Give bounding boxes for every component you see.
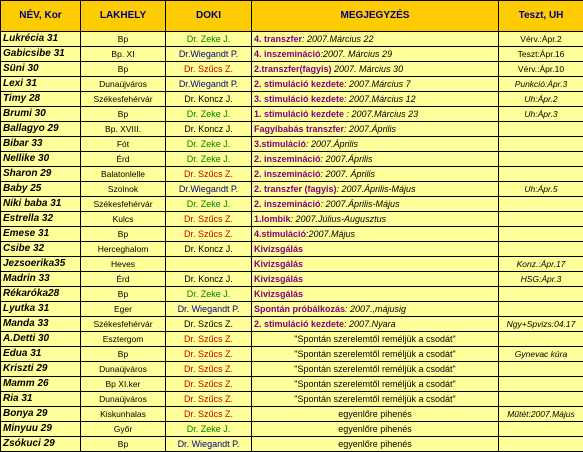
- note-text: egyenlőre pihenés: [338, 439, 412, 449]
- cell-place: Székesfehérvár: [81, 317, 166, 332]
- cell-note: [252, 407, 499, 422]
- cell-name: Jezsoerika35: [1, 257, 81, 272]
- cell-test: [499, 437, 583, 452]
- cell-note: [252, 422, 499, 437]
- cell-note: [252, 77, 499, 92]
- table-row: [1, 152, 583, 167]
- cell-test: HSG:Ápr.3: [499, 272, 583, 287]
- note-keyword: 2. inszemináció: [254, 199, 321, 209]
- cell-doctor: Dr. Szűcs Z.: [166, 227, 252, 242]
- cell-doctor: Dr. Wiegandt P.: [166, 302, 252, 317]
- cell-doctor: Dr. Koncz J.: [166, 242, 252, 257]
- cell-test: [499, 197, 583, 212]
- note-text: egyenlőre pihenés: [338, 424, 412, 434]
- table-row: [1, 32, 583, 47]
- cell-doctor: Dr. Szűcs Z.: [166, 377, 252, 392]
- table-row: [1, 287, 583, 302]
- cell-place: Eger: [81, 302, 166, 317]
- cell-name: Baby 25: [1, 182, 81, 197]
- cell-place: Esztergom: [81, 332, 166, 347]
- cell-name: Ria 31: [1, 392, 81, 407]
- note-keyword: Kivizsgálás: [254, 259, 303, 269]
- cell-note: [252, 332, 499, 347]
- cell-place: Kulcs: [81, 212, 166, 227]
- cell-place: Székesfehérvár: [81, 197, 166, 212]
- note-text: : 2007.Március 12: [344, 94, 416, 104]
- cell-note: [252, 137, 499, 152]
- note-text: : 2007.Április: [321, 154, 373, 164]
- cell-place: Bp: [81, 437, 166, 452]
- table-row: [1, 422, 583, 437]
- cell-test: Műtét:2007.Május: [499, 407, 583, 422]
- note-text: : 2007.Július-Augusztus: [291, 214, 387, 224]
- header-note: MEGJEGYZÉS: [252, 1, 499, 32]
- cell-place: Dunaújváros: [81, 362, 166, 377]
- cell-name: Kriszti 29: [1, 362, 81, 377]
- note-keyword: 1.lombik: [254, 214, 291, 224]
- cell-test: [499, 227, 583, 242]
- cell-place: Székesfehérvár: [81, 92, 166, 107]
- cell-name: A.Detti 30: [1, 332, 81, 347]
- cell-doctor: Dr. Koncz J.: [166, 122, 252, 137]
- table-row: [1, 167, 583, 182]
- table-row: [1, 302, 583, 317]
- cell-place: Érd: [81, 152, 166, 167]
- cell-note: [252, 272, 499, 287]
- note-text: 2007. Március 30: [332, 64, 404, 74]
- cell-note: [252, 197, 499, 212]
- cell-doctor: Dr. Szűcs Z.: [166, 212, 252, 227]
- note-text: : 2007.,májusig: [345, 304, 406, 314]
- cell-test: Uh:Ápr.3: [499, 107, 583, 122]
- cell-doctor: Dr. Szűcs Z.: [166, 332, 252, 347]
- cell-test: [499, 287, 583, 302]
- cell-name: Niki baba 31: [1, 197, 81, 212]
- cell-place: Érd: [81, 272, 166, 287]
- cell-doctor: Dr. Szűcs Z.: [166, 362, 252, 377]
- cell-name: Brumi 30: [1, 107, 81, 122]
- cell-place: Dunaújváros: [81, 77, 166, 92]
- table-row: [1, 137, 583, 152]
- cell-doctor: Dr. Koncz J.: [166, 92, 252, 107]
- cell-note: [252, 347, 499, 362]
- cell-test: [499, 362, 583, 377]
- cell-test: [499, 137, 583, 152]
- note-text: egyenlőre pihenés: [338, 409, 412, 419]
- note-text: : 2007. Április: [321, 169, 376, 179]
- cell-doctor: Dr. Szűcs Z.: [166, 347, 252, 362]
- note-keyword: 2. inszemináció: [254, 169, 321, 179]
- table-row: [1, 347, 583, 362]
- cell-test: Uh:Ápr.5: [499, 182, 583, 197]
- cell-note: [252, 317, 499, 332]
- cell-doctor: Dr. Zeke J.: [166, 137, 252, 152]
- cell-test: [499, 212, 583, 227]
- table-row: [1, 272, 583, 287]
- note-keyword: Kivizsgálás: [254, 289, 303, 299]
- note-keyword: 2. stimuláció kezdete: [254, 319, 344, 329]
- cell-place: Bp: [81, 62, 166, 77]
- note-text: "Spontán szerelemtől reméljük a csodát": [294, 394, 455, 404]
- cell-note: [252, 182, 499, 197]
- table-row: [1, 227, 583, 242]
- header-test: Teszt, UH: [499, 1, 583, 32]
- cell-name: Lukrécia 31: [1, 32, 81, 47]
- cell-note: [252, 227, 499, 242]
- cell-name: Nellike 30: [1, 152, 81, 167]
- note-text: "Spontán szerelemtől reméljük a csodát": [294, 364, 455, 374]
- cell-test: [499, 422, 583, 437]
- cell-note: [252, 287, 499, 302]
- cell-place: Bp: [81, 227, 166, 242]
- note-keyword: Kivizsgálás: [254, 274, 303, 284]
- note-keyword: Kivizsgálás: [254, 244, 303, 254]
- cell-place: Bp. XVIII.: [81, 122, 166, 137]
- cell-note: [252, 302, 499, 317]
- cell-note: [252, 362, 499, 377]
- header-doc: DOKI: [166, 1, 252, 32]
- cell-place: Győr: [81, 422, 166, 437]
- cell-place: Heves: [81, 257, 166, 272]
- note-text: : 2007.Április: [306, 139, 358, 149]
- cell-test: Uh:Ápr.2: [499, 92, 583, 107]
- cell-place: Kiskunhalas: [81, 407, 166, 422]
- table-row: [1, 122, 583, 137]
- cell-note: [252, 242, 499, 257]
- cell-doctor: Dr. Szűcs Z.: [166, 392, 252, 407]
- table-row: [1, 77, 583, 92]
- cell-doctor: Dr. Zeke J.: [166, 152, 252, 167]
- note-text: : 2007.Nyara: [344, 319, 396, 329]
- cell-name: Bonya 29: [1, 407, 81, 422]
- cell-note: [252, 92, 499, 107]
- cell-test: [499, 122, 583, 137]
- cell-place: Dunaújváros: [81, 392, 166, 407]
- cell-doctor: Dr. Szűcs Z.: [166, 317, 252, 332]
- header-place: LAKHELY: [81, 1, 166, 32]
- note-keyword: 2.transzfer(fagyis): [254, 64, 332, 74]
- cell-name: Estrella 32: [1, 212, 81, 227]
- table-row: [1, 107, 583, 122]
- table-row: [1, 257, 583, 272]
- cell-note: [252, 32, 499, 47]
- cell-name: Rékaróka28: [1, 287, 81, 302]
- cell-doctor: [166, 257, 252, 272]
- cell-place: Bp: [81, 287, 166, 302]
- cell-test: [499, 302, 583, 317]
- cell-place: Bp: [81, 347, 166, 362]
- cell-doctor: Dr.Wiegandt P.: [166, 77, 252, 92]
- note-text: :2007. Március 29: [321, 49, 393, 59]
- cell-doctor: Dr.Wiegandt P.: [166, 47, 252, 62]
- note-keyword: 4. inszemináció: [254, 49, 321, 59]
- cell-name: Lexi 31: [1, 77, 81, 92]
- cell-name: Emese 31: [1, 227, 81, 242]
- note-text: "Spontán szerelemtől reméljük a csodát": [294, 379, 455, 389]
- cell-doctor: Dr. Zeke J.: [166, 107, 252, 122]
- note-keyword: 1. stimuláció kezdete: [254, 109, 344, 119]
- cell-place: Szolnok: [81, 182, 166, 197]
- header-name: NÉV, Kor: [1, 1, 81, 32]
- cell-doctor: Dr. Szűcs Z.: [166, 407, 252, 422]
- cell-doctor: Dr. Zeke J.: [166, 422, 252, 437]
- header-row: [1, 1, 583, 32]
- cell-note: [252, 437, 499, 452]
- note-text: : 2007.Március 23: [344, 109, 418, 119]
- table-row: [1, 407, 583, 422]
- cell-test: Punkció:Ápr.3: [499, 77, 583, 92]
- cell-test: [499, 242, 583, 257]
- cell-doctor: Dr. Zeke J.: [166, 197, 252, 212]
- cell-test: Konz.:Ápr.17: [499, 257, 583, 272]
- table-row: [1, 362, 583, 377]
- cell-place: Fót: [81, 137, 166, 152]
- table-body: [1, 32, 583, 452]
- cell-note: [252, 107, 499, 122]
- table-row: [1, 437, 583, 452]
- note-text: "Spontán szerelemtől reméljük a csodát": [294, 334, 455, 344]
- note-text: : 2007.Március 7: [344, 79, 411, 89]
- cell-note: [252, 392, 499, 407]
- cell-doctor: Dr. Wiegandt P.: [166, 437, 252, 452]
- note-keyword: 4. transzfer: [254, 34, 302, 44]
- cell-note: [252, 152, 499, 167]
- cell-place: Balatonlelle: [81, 167, 166, 182]
- table-row: [1, 212, 583, 227]
- note-keyword: 3. stimuláció kezdete: [254, 94, 344, 104]
- note-keyword: 4.stimuláció: [254, 229, 306, 239]
- cell-note: [252, 377, 499, 392]
- cell-name: Edua 31: [1, 347, 81, 362]
- cell-name: Ballagyo 29: [1, 122, 81, 137]
- cell-test: Teszt:Ápr.16: [499, 47, 583, 62]
- cell-place: Herceghalom: [81, 242, 166, 257]
- cell-note: [252, 122, 499, 137]
- note-keyword: 3.stimuláció: [254, 139, 306, 149]
- note-text: : 2007.Április-Május: [337, 184, 416, 194]
- cell-test: [499, 152, 583, 167]
- cell-test: Ngy+Spvizs:04.17: [499, 317, 583, 332]
- note-keyword: 2. transzfer (fagyis): [254, 184, 337, 194]
- cell-doctor: Dr. Szűcs Z.: [166, 62, 252, 77]
- cell-name: Bibar 33: [1, 137, 81, 152]
- cell-name: Madrin 33: [1, 272, 81, 287]
- note-text: : 2007.Március 22: [302, 34, 374, 44]
- cell-note: [252, 62, 499, 77]
- cell-test: [499, 392, 583, 407]
- cell-name: Gabicsibe 31: [1, 47, 81, 62]
- cell-note: [252, 212, 499, 227]
- table-row: [1, 47, 583, 62]
- table-row: [1, 317, 583, 332]
- cell-doctor: Dr. Koncz J.: [166, 272, 252, 287]
- cell-name: Mamm 26: [1, 377, 81, 392]
- note-keyword: Spontán próbálkozás: [254, 304, 345, 314]
- cell-place: Bp: [81, 32, 166, 47]
- cell-test: Gynevac kúra: [499, 347, 583, 362]
- cell-test: [499, 167, 583, 182]
- cell-note: [252, 257, 499, 272]
- cell-place: Bp XI.ker: [81, 377, 166, 392]
- cell-name: Zsókuci 29: [1, 437, 81, 452]
- note-keyword: Fagyibabás transzfer: [254, 124, 344, 134]
- table-row: [1, 182, 583, 197]
- cell-test: Vérv.:Ápr.2: [499, 32, 583, 47]
- cell-name: Timy 28: [1, 92, 81, 107]
- cell-place: Bp. XI: [81, 47, 166, 62]
- cell-name: Süni 30: [1, 62, 81, 77]
- table-row: [1, 62, 583, 77]
- cell-test: [499, 332, 583, 347]
- cell-name: Csibe 32: [1, 242, 81, 257]
- table-row: [1, 377, 583, 392]
- cell-note: [252, 47, 499, 62]
- cell-name: Sharon 29: [1, 167, 81, 182]
- table-row: [1, 197, 583, 212]
- cell-doctor: Dr. Szűcs Z.: [166, 167, 252, 182]
- cell-doctor: Dr.Wiegandt P.: [166, 182, 252, 197]
- note-text: : 2007.Április-Május: [321, 199, 400, 209]
- note-keyword: 2. inszemináció: [254, 154, 321, 164]
- cell-test: Vérv.:Ápr.10: [499, 62, 583, 77]
- cell-name: Minyuu 29: [1, 422, 81, 437]
- cell-place: Bp: [81, 107, 166, 122]
- cell-doctor: Dr. Zeke J.: [166, 287, 252, 302]
- cell-name: Manda 33: [1, 317, 81, 332]
- table-row: [1, 92, 583, 107]
- cell-note: [252, 167, 499, 182]
- note-text: :2007.Május: [306, 229, 355, 239]
- table-row: [1, 332, 583, 347]
- cell-test: [499, 377, 583, 392]
- table-row: [1, 242, 583, 257]
- cell-name: Lyutka 31: [1, 302, 81, 317]
- note-keyword: 2. stimuláció kezdete: [254, 79, 344, 89]
- cell-doctor: Dr. Zeke J.: [166, 32, 252, 47]
- note-text: "Spontán szerelemtől reméljük a csodát": [294, 349, 455, 359]
- note-text: : 2007.Április: [344, 124, 396, 134]
- table-row: [1, 392, 583, 407]
